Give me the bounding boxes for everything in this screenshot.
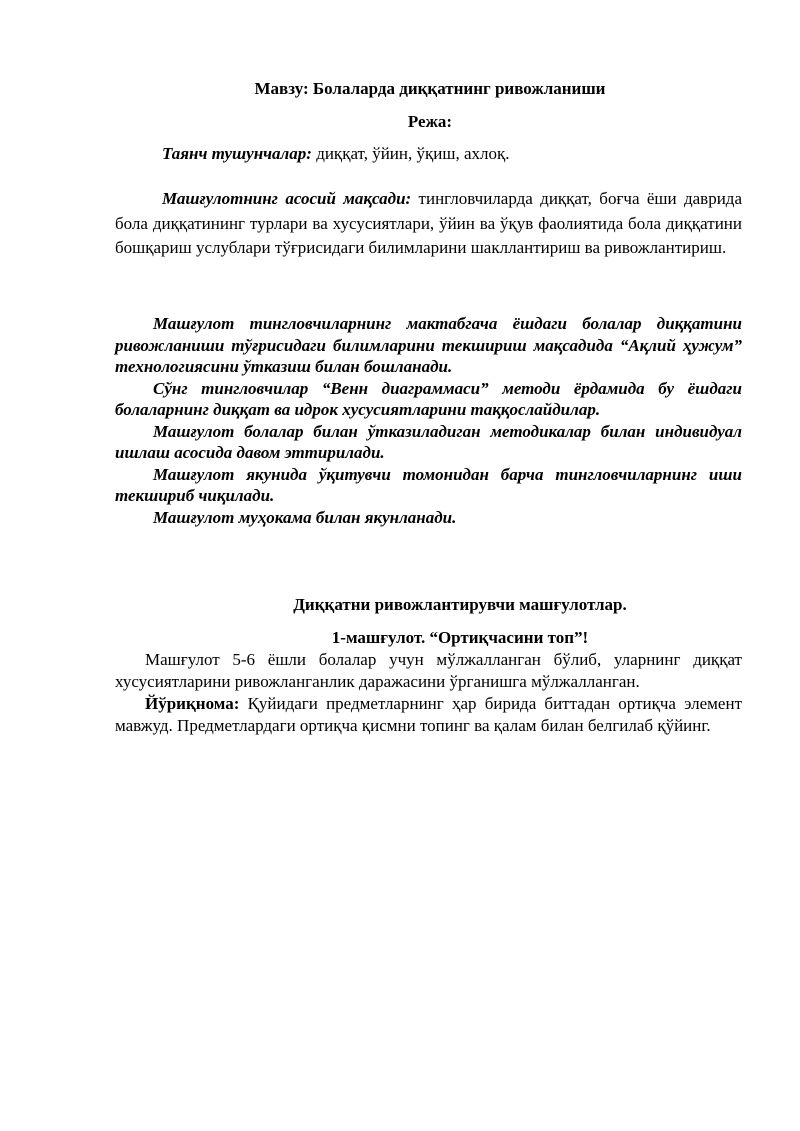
lesson-step: Машғулот тингловчиларнинг мактабгача ёшдаги болалар диққатини ривожланиши тўғрисидаги билимларини текшириш мақсадида “Ақлий ҳужум” технологиясини ўтказиш билан бошланади. [115, 314, 742, 376]
key-concepts-paragraph [115, 143, 742, 165]
topic-heading: Мавзу: Болаларда диққатнинг ривожланиши [254, 79, 606, 98]
lesson-step: Машғулот болалар билан ўтказиладиган методикалар билан индивидуал ишлаш асосида давом эттирилади. [115, 421, 742, 462]
goal-paragraph [115, 187, 742, 261]
instruction-paragraph [115, 693, 742, 737]
key-concepts-text: диққат, ўйин, ўқиш, ахлоқ. [311, 144, 510, 163]
key-concepts-label: Таянч тушунчалар: [162, 144, 312, 163]
goal-text: тингловчиларда диққат, боғча ёши даврида бола диққатининг турлари ва хусусиятлари, ўйин ва ўқув фаолиятида бола диққатини бошқариш услублари тўғрисидаги билимларини шакллантириш ва ривожлантириш. [115, 189, 742, 257]
section-title: Диққатни ривожлантирувчи машғулотлар. [293, 595, 627, 614]
lesson-step: Машғулот якунида ўқитувчи томонидан барча тингловчиларнинг иши текшириб чиқилади. [115, 464, 742, 505]
lesson-steps [115, 313, 742, 528]
lesson-step: Сўнг тингловчилар “Венн диаграммаси” методи ёрдамида бу ёшдаги болаларнинг диққат ва идрок хусусиятларини таққослайдилар. [115, 378, 742, 419]
goal-label: Машғулотнинг асосий мақсади: [162, 189, 412, 208]
instruction-label: Йўриқнома: [145, 694, 240, 713]
instruction-text: Қуйидаги предметларнинг ҳар бирида биттадан ортиқча элемент мавжуд. Предметлардаги ортиқча қисмни топинг ва қалам билан белгилаб қўйинг. [115, 694, 742, 735]
lesson-step: Машғулот муҳокама билан якунланади. [153, 507, 457, 527]
exercise-paragraph: Машғулот 5-6 ёшли болалар учун мўлжалланган бўлиб, уларнинг диққат хусусиятларини ривожланганлик даражасини ўрганишга мўлжалланган. [115, 650, 742, 691]
exercise-body [115, 649, 742, 737]
plan-heading: Режа: [407, 112, 453, 131]
exercise-title: 1-машғулот. “Ортиқчасини топ”! [331, 628, 589, 647]
